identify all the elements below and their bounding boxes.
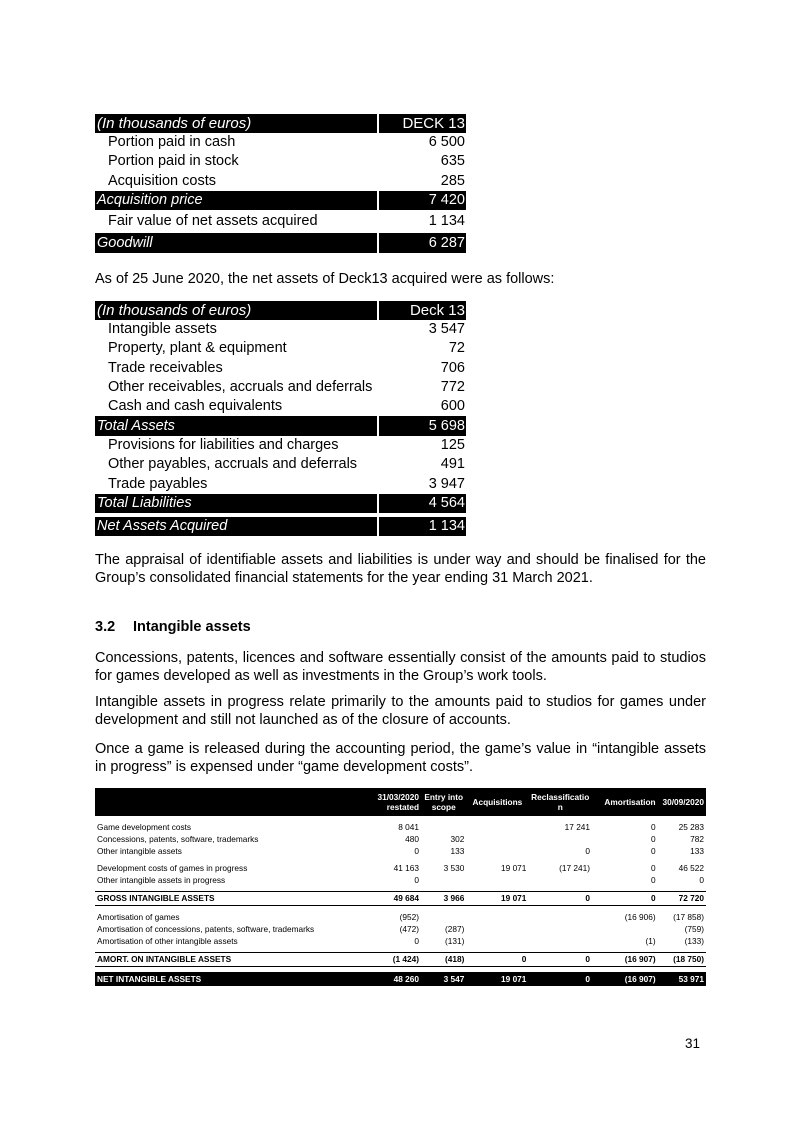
row-label: Other receivables, accruals and deferrals	[108, 379, 373, 396]
header-value: DECK 13	[378, 114, 466, 133]
row-value	[466, 845, 528, 857]
table-row	[95, 474, 466, 493]
total-value: 5 698	[378, 416, 466, 435]
table-row	[95, 953, 706, 967]
col-header: Acquisitions	[466, 788, 528, 816]
total-label: Acquisition price	[95, 191, 378, 210]
row-value: 0	[414, 935, 420, 946]
row-value	[466, 923, 528, 935]
header-blank	[95, 788, 361, 816]
row-value	[421, 911, 466, 923]
row-label: Property, plant & equipment	[108, 340, 287, 357]
table-row	[95, 359, 466, 378]
col-header: Reclassificatio n	[528, 788, 592, 816]
row-value: 72	[448, 340, 465, 357]
row-value: 0	[414, 874, 420, 885]
row-value: 41 163	[393, 862, 420, 873]
total-label: Total Liabilities	[95, 494, 378, 513]
row-value	[528, 911, 592, 923]
row-label: GROSS INTANGIBLE ASSETS	[95, 892, 361, 906]
row-value: 0	[650, 862, 656, 873]
table-row	[95, 436, 466, 455]
row-value: 25 283	[678, 821, 704, 832]
row-value: 0	[592, 892, 658, 906]
table-row	[95, 133, 466, 152]
row-value	[466, 821, 528, 833]
row-value: 8 041	[398, 821, 420, 832]
row-value: (18 750)	[658, 953, 706, 967]
row-value: 600	[440, 398, 465, 415]
acquisition-price-row	[95, 191, 466, 210]
row-value: 49 684	[361, 892, 421, 906]
row-label: Trade payables	[108, 475, 208, 492]
row-value: 0	[650, 821, 656, 832]
total-label: Net Assets Acquired	[95, 517, 378, 536]
total-value: 7 420	[378, 191, 466, 210]
row-value: (133)	[684, 935, 704, 946]
row-label: Other intangible assets	[97, 845, 182, 856]
net-row-group	[95, 972, 706, 986]
row-value	[421, 821, 466, 833]
row-value: 480	[405, 833, 420, 844]
row-value: (131)	[445, 935, 465, 946]
row-value: 72 720	[658, 892, 706, 906]
row-value	[466, 935, 528, 947]
total-assets-row	[95, 416, 466, 435]
row-label: Fair value of net assets acquired	[108, 213, 318, 230]
table-row	[95, 821, 706, 833]
col-header: 31/03/2020 restated	[361, 788, 421, 816]
table-group	[95, 862, 706, 886]
table-row	[95, 212, 466, 231]
paragraph: Concessions, patents, licences and software essentially consist of the amounts paid to studios for games developed as well as investments in the Group’s work tools.	[95, 650, 706, 684]
table-row	[95, 911, 706, 923]
section-number: 3.2	[95, 619, 116, 635]
page-number: 31	[685, 1036, 701, 1051]
net-assets-row	[95, 517, 466, 536]
table-row	[95, 455, 466, 474]
row-value: 17 241	[564, 821, 591, 832]
row-value: 6 500	[428, 134, 465, 151]
row-value: 0	[585, 845, 591, 856]
row-value	[466, 874, 528, 886]
table-row	[95, 833, 706, 845]
header-value: Deck 13	[378, 301, 466, 320]
row-value	[528, 923, 592, 935]
paragraph: Once a game is released during the accounting period, the game’s value in “intangible assets in progress” is expensed under “game development costs”.	[95, 741, 706, 775]
table-row	[95, 845, 706, 857]
row-value	[421, 874, 466, 886]
row-label: Amortisation of games	[97, 911, 180, 922]
amort-row-group	[95, 953, 706, 967]
row-value: (1 424)	[361, 953, 421, 967]
total-label: Total Assets	[95, 416, 378, 435]
row-value	[592, 923, 658, 935]
section-title: Intangible assets	[133, 619, 251, 635]
row-value: 0	[414, 845, 420, 856]
row-value: 48 260	[361, 972, 421, 986]
table-row	[95, 862, 706, 874]
row-label: Other payables, accruals and deferrals	[108, 456, 358, 473]
row-label: Acquisition costs	[108, 172, 216, 189]
row-label: Amortisation of concessions, patents, software, trademarks	[97, 923, 315, 934]
table-row	[95, 339, 466, 358]
table-group	[95, 911, 706, 947]
col-header: Entry into scope	[421, 788, 466, 816]
total-value: 4 564	[378, 494, 466, 513]
row-value: 19 071	[501, 862, 527, 873]
row-value	[528, 935, 592, 947]
table-group	[95, 821, 706, 857]
table-header	[95, 788, 706, 816]
table-row	[95, 320, 466, 339]
row-value	[528, 833, 592, 845]
appraisal-paragraph: The appraisal of identifiable assets and liabilities is under way and should be finalised for the Group’s consolidated financial statements for the year ending 31 March 2021.	[95, 552, 706, 586]
table-row	[95, 378, 466, 397]
row-value: 3 530	[443, 862, 465, 873]
row-label: NET INTANGIBLE ASSETS	[95, 972, 361, 986]
row-value: (952)	[399, 911, 420, 922]
header-label: (In thousands of euros)	[95, 301, 378, 320]
row-value: (17 858)	[673, 911, 704, 922]
row-value: 0	[528, 892, 592, 906]
total-liabilities-row	[95, 494, 466, 513]
row-value: 133	[450, 845, 465, 856]
row-label: Other intangible assets in progress	[97, 874, 226, 885]
row-value: 706	[440, 359, 465, 376]
row-value: 125	[440, 436, 465, 453]
table-row	[95, 972, 706, 986]
row-label: Portion paid in stock	[108, 153, 239, 170]
table-row	[95, 152, 466, 171]
row-value: (16 907)	[592, 953, 658, 967]
row-value: (17 241)	[559, 862, 591, 873]
row-value: (16 907)	[592, 972, 658, 986]
row-value: 302	[450, 833, 465, 844]
row-value	[466, 833, 528, 845]
header-label: (In thousands of euros)	[95, 114, 378, 133]
row-value: 3 547	[428, 321, 465, 338]
row-value: 0	[650, 833, 656, 844]
goodwill-row	[95, 233, 466, 252]
total-value: 6 287	[378, 233, 466, 252]
row-value: 0	[466, 953, 528, 967]
row-value: 133	[690, 845, 704, 856]
paragraph: Intangible assets in progress relate primarily to the amounts paid to studios for games under development and still not launched as of the closure of accounts.	[95, 694, 706, 728]
row-value: 1 134	[428, 213, 465, 230]
total-label: Goodwill	[95, 233, 378, 252]
intro-paragraph: As of 25 June 2020, the net assets of Deck13 acquired were as follows:	[95, 271, 555, 287]
row-value: (418)	[421, 953, 466, 967]
row-value: 491	[440, 456, 465, 473]
col-header: Amortisation	[592, 788, 658, 816]
row-value	[466, 911, 528, 923]
net-assets-table	[95, 301, 466, 536]
row-value: 53 971	[658, 972, 706, 986]
row-value: (16 906)	[624, 911, 656, 922]
row-value: 0	[699, 874, 704, 885]
row-value: (287)	[445, 923, 465, 934]
table-header	[95, 301, 466, 320]
row-value: 0	[528, 972, 592, 986]
row-value: 0	[650, 874, 656, 885]
table-row	[95, 397, 466, 416]
row-label: AMORT. ON INTANGIBLE ASSETS	[95, 953, 361, 967]
row-label: Provisions for liabilities and charges	[108, 436, 339, 453]
row-value: 19 071	[466, 972, 528, 986]
row-label: Development costs of games in progress	[97, 862, 248, 873]
table-header	[95, 114, 466, 133]
row-value: 3 966	[421, 892, 466, 906]
row-label: Trade receivables	[108, 359, 223, 376]
row-value: 285	[440, 172, 465, 189]
row-value: 19 071	[466, 892, 528, 906]
row-value: 46 522	[678, 862, 704, 873]
row-value: (1)	[645, 935, 656, 946]
row-value: 3 947	[428, 475, 465, 492]
table-row	[95, 892, 706, 906]
row-label: Portion paid in cash	[108, 134, 236, 151]
table-row	[95, 923, 706, 935]
total-value: 1 134	[378, 517, 466, 536]
row-label: Amortisation of other intangible assets	[97, 935, 238, 946]
row-value: 0	[528, 953, 592, 967]
row-label: Intangible assets	[108, 321, 217, 338]
row-value	[528, 874, 592, 886]
row-label: Cash and cash equivalents	[108, 398, 283, 415]
row-value: 0	[650, 845, 656, 856]
row-value: (759)	[684, 923, 704, 934]
intangible-assets-table	[95, 788, 706, 986]
table-row	[95, 935, 706, 947]
row-value: 635	[440, 153, 465, 170]
row-value: 772	[440, 379, 465, 396]
row-label: Game development costs	[97, 821, 192, 832]
gross-row-group	[95, 892, 706, 906]
table-row	[95, 874, 706, 886]
acquisition-price-table	[95, 114, 466, 253]
row-value: 782	[690, 833, 704, 844]
row-label: Concessions, patents, software, trademarks	[97, 833, 259, 844]
table-row	[95, 172, 466, 191]
col-header: 30/09/2020	[658, 788, 706, 816]
section-heading	[95, 619, 251, 635]
row-value: (472)	[399, 923, 420, 934]
row-value: 3 547	[421, 972, 466, 986]
